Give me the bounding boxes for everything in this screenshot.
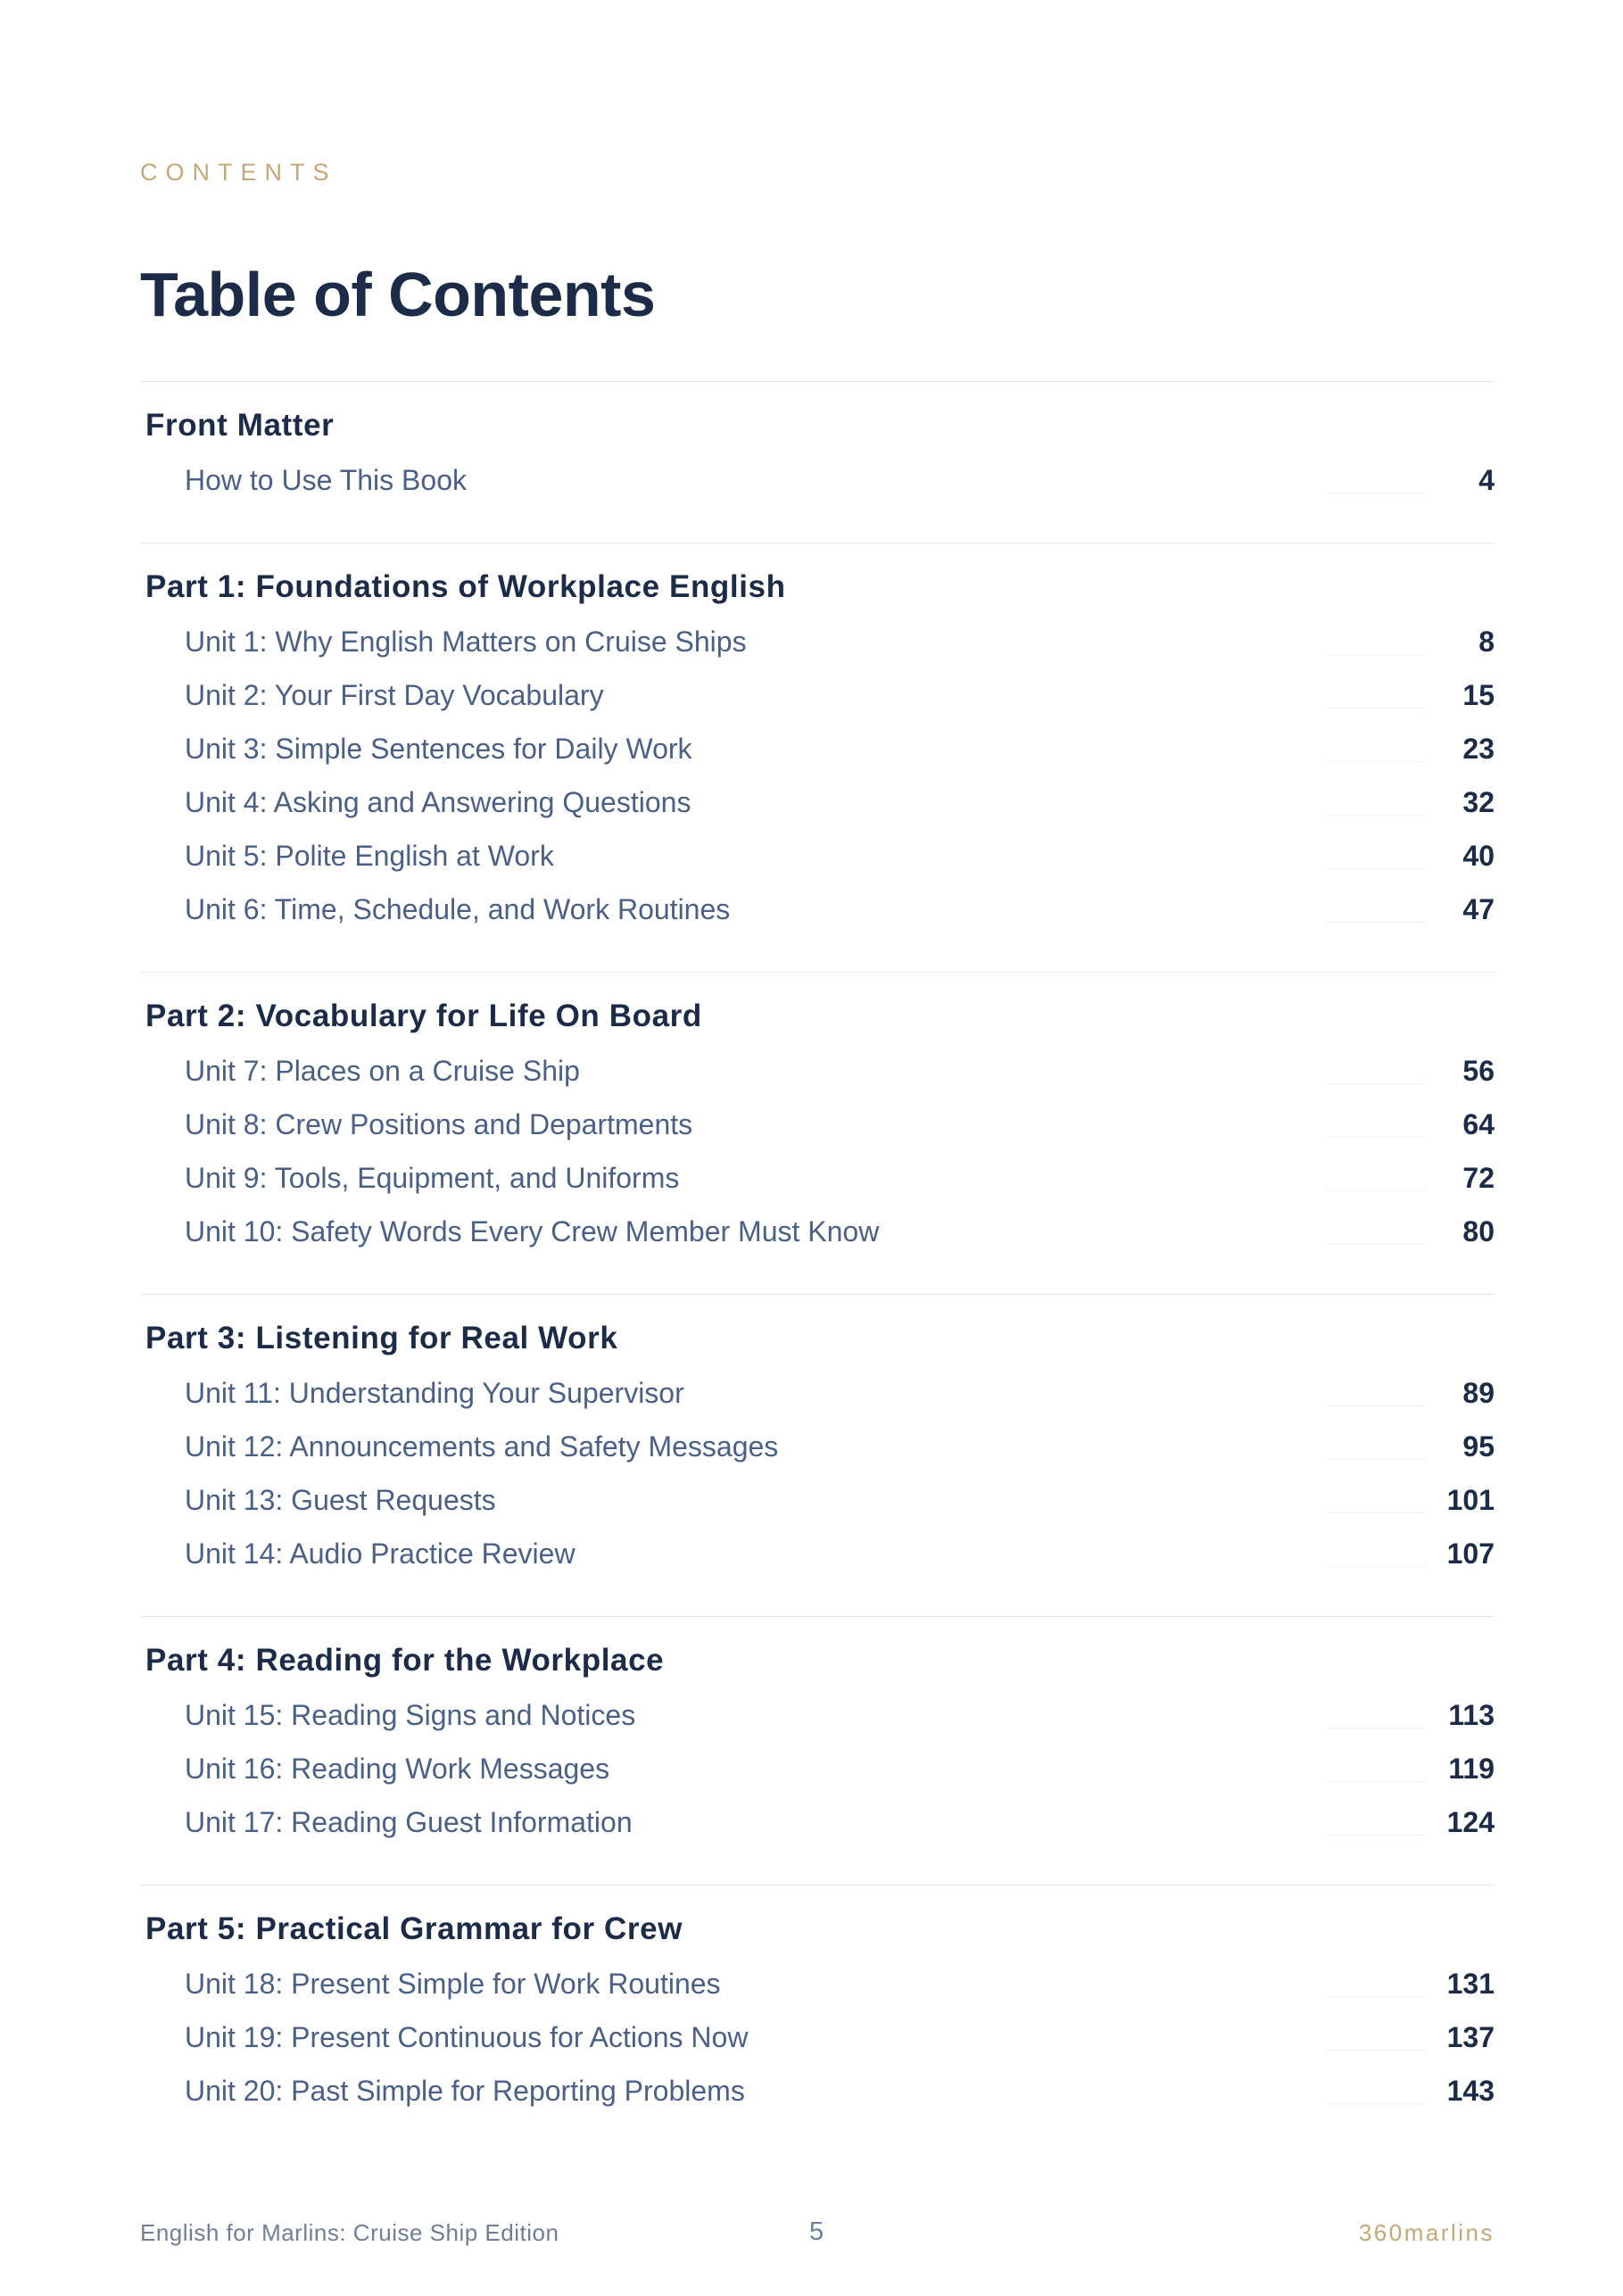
toc-section	[140, 381, 1495, 543]
footer-page-number: 5	[809, 2217, 824, 2246]
toc-dot-leader	[1327, 1459, 1425, 1460]
toc-entry-label: Unit 18: Present Simple for Work Routines	[185, 1968, 721, 2000]
toc-dot-leader	[1327, 1190, 1425, 1191]
toc-entry-label: Unit 9: Tools, Equipment, and Uniforms	[185, 1162, 680, 1194]
toc-entry[interactable]	[140, 668, 1495, 722]
footer-brand: 360marlins	[1358, 2219, 1495, 2246]
toc-entry-page-number: 8	[1478, 626, 1495, 658]
toc-dot-leader	[1327, 708, 1425, 709]
toc-entry-label: Unit 6: Time, Schedule, and Work Routines	[185, 893, 731, 925]
toc-entry-label: Unit 7: Places on a Cruise Ship	[185, 1055, 580, 1087]
toc-dot-leader	[1327, 1566, 1425, 1567]
toc-entry-page-number: 64	[1462, 1108, 1495, 1140]
toc-entry[interactable]	[140, 1473, 1495, 1527]
toc-entry-page-number: 101	[1446, 1484, 1495, 1516]
toc-entry[interactable]	[140, 829, 1495, 883]
toc-entry-page-number: 23	[1462, 733, 1495, 765]
toc-dot-leader	[1327, 1244, 1425, 1245]
toc-entry-label: Unit 1: Why English Matters on Cruise Ships	[185, 626, 747, 658]
toc-entry-label: How to Use This Book	[185, 464, 467, 496]
toc-entry[interactable]	[140, 1098, 1495, 1151]
toc-entry[interactable]	[140, 2064, 1495, 2118]
toc-dot-leader	[1327, 2050, 1425, 2051]
toc-entry-page-number: 72	[1462, 1162, 1495, 1194]
toc-entry-label: Unit 2: Your First Day Vocabulary	[185, 679, 604, 711]
toc-entry[interactable]	[140, 775, 1495, 829]
toc-entry[interactable]	[140, 1420, 1495, 1473]
toc-dot-leader	[1327, 815, 1425, 816]
toc-entry[interactable]	[140, 453, 1495, 507]
toc-entry-page-number: 119	[1448, 1753, 1495, 1785]
toc-dot-leader	[1327, 761, 1425, 762]
toc-dot-leader	[1327, 868, 1425, 869]
toc-entry-label: Unit 10: Safety Words Every Crew Member Must Know	[185, 1215, 880, 1247]
toc-section	[140, 1885, 1495, 2153]
toc-entry-page-number: 4	[1478, 464, 1495, 496]
toc-entry-page-number: 113	[1448, 1699, 1495, 1731]
footer-book-title: English for Marlins: Cruise Ship Edition	[140, 2219, 559, 2246]
toc-dot-leader	[1327, 654, 1425, 655]
toc-entry-label: Unit 3: Simple Sentences for Daily Work	[185, 733, 692, 765]
toc-entry[interactable]	[140, 1366, 1495, 1420]
toc-entry[interactable]	[140, 1688, 1495, 1742]
toc-dot-leader	[1327, 1137, 1425, 1138]
toc-entry-label: Unit 17: Reading Guest Information	[185, 1806, 633, 1838]
toc-entry[interactable]	[140, 2010, 1495, 2064]
toc-section-title: Part 4: Reading for the Workplace	[145, 1643, 665, 1678]
toc-entry[interactable]	[140, 1742, 1495, 1795]
toc-entry-page-number: 47	[1462, 893, 1495, 925]
toc-entry[interactable]	[140, 722, 1495, 775]
toc-entry-label: Unit 11: Understanding Your Supervisor	[185, 1377, 684, 1409]
table-of-contents	[140, 381, 1495, 2153]
toc-entry-label: Unit 4: Asking and Answering Questions	[185, 786, 691, 818]
toc-section-title: Front Matter	[145, 408, 335, 443]
toc-section	[140, 1616, 1495, 1885]
toc-entry[interactable]	[140, 1527, 1495, 1580]
toc-entry[interactable]	[140, 1957, 1495, 2010]
toc-entry-page-number: 143	[1446, 2075, 1495, 2107]
toc-entry-label: Unit 13: Guest Requests	[185, 1484, 496, 1516]
toc-entry-page-number: 15	[1462, 679, 1495, 711]
toc-entry-label: Unit 8: Crew Positions and Departments	[185, 1108, 693, 1140]
toc-dot-leader	[1327, 1781, 1425, 1782]
toc-dot-leader	[1327, 2103, 1425, 2104]
toc-entry[interactable]	[140, 883, 1495, 936]
toc-entry-page-number: 107	[1446, 1538, 1495, 1570]
toc-section	[140, 1294, 1495, 1616]
toc-dot-leader	[1327, 1835, 1425, 1836]
toc-section	[140, 972, 1495, 1294]
toc-entry[interactable]	[140, 615, 1495, 668]
toc-section	[140, 543, 1495, 972]
section-eyebrow: CONTENTS	[140, 159, 337, 186]
toc-entry-page-number: 124	[1446, 1806, 1495, 1838]
toc-entry-label: Unit 5: Polite English at Work	[185, 840, 554, 872]
toc-entry-label: Unit 12: Announcements and Safety Messages	[185, 1430, 779, 1463]
toc-entry-page-number: 89	[1462, 1377, 1495, 1409]
toc-entry-page-number: 40	[1462, 840, 1495, 872]
toc-entry-label: Unit 20: Past Simple for Reporting Problems	[185, 2075, 745, 2107]
document-page	[140, 0, 1495, 2296]
toc-dot-leader	[1327, 1405, 1425, 1406]
toc-entry-page-number: 80	[1462, 1215, 1495, 1247]
toc-entry-label: Unit 16: Reading Work Messages	[185, 1753, 610, 1785]
toc-section-title: Part 5: Practical Grammar for Crew	[145, 1911, 683, 1946]
toc-dot-leader	[1327, 1083, 1425, 1084]
toc-section-title: Part 2: Vocabulary for Life On Board	[145, 999, 702, 1033]
toc-entry-label: Unit 14: Audio Practice Review	[185, 1538, 576, 1570]
toc-entry-page-number: 56	[1462, 1055, 1495, 1087]
toc-entry-label: Unit 19: Present Continuous for Actions Now	[185, 2021, 749, 2053]
toc-entry-label: Unit 15: Reading Signs and Notices	[185, 1699, 636, 1731]
toc-dot-leader	[1327, 922, 1425, 923]
toc-entry-page-number: 95	[1462, 1430, 1495, 1463]
toc-entry-page-number: 131	[1446, 1968, 1495, 2000]
toc-entry[interactable]	[140, 1795, 1495, 1849]
toc-section-title: Part 3: Listening for Real Work	[145, 1321, 618, 1355]
toc-entry[interactable]	[140, 1151, 1495, 1205]
toc-entry[interactable]	[140, 1044, 1495, 1098]
toc-dot-leader	[1327, 1996, 1425, 1997]
toc-entry[interactable]	[140, 1205, 1495, 1258]
toc-entry-page-number: 137	[1446, 2021, 1495, 2053]
page-footer	[140, 2219, 1495, 2255]
page-title: Table of Contents	[140, 260, 656, 329]
toc-entry-page-number: 32	[1462, 786, 1495, 818]
toc-section-title: Part 1: Foundations of Workplace English	[145, 569, 786, 604]
